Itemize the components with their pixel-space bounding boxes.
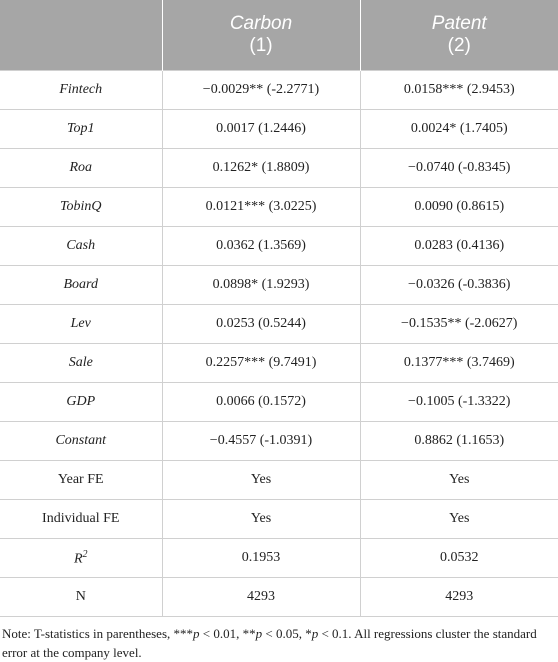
- table-note: [0, 617, 558, 662]
- cell-carbon: 0.1262* (1.8809): [162, 149, 360, 188]
- table-row: [0, 422, 558, 461]
- cell-patent: 0.0090 (0.8615): [360, 188, 558, 227]
- row-label: [0, 305, 162, 344]
- note-p3: p: [312, 626, 319, 641]
- cell-carbon: 0.0066 (0.1572): [162, 383, 360, 422]
- table-row: [0, 227, 558, 266]
- header-patent: [360, 0, 558, 71]
- cell-patent: −0.1535** (-2.0627): [360, 305, 558, 344]
- cell-patent: 0.0158*** (2.9453): [360, 71, 558, 110]
- cell-carbon: 0.0362 (1.3569): [162, 227, 360, 266]
- note-t2: < 0.05, *: [262, 626, 312, 641]
- table-row: [0, 461, 558, 500]
- header-carbon: [162, 0, 360, 71]
- row-label: [0, 266, 162, 305]
- cell-carbon: −0.0029** (-2.2771): [162, 71, 360, 110]
- row-label-text: Top1: [67, 121, 95, 136]
- header-patent-name: Patent: [361, 13, 558, 35]
- row-label: [0, 71, 162, 110]
- table-row: [0, 578, 558, 617]
- row-label: [0, 461, 162, 500]
- note-t3: < 0.1. All regressions cluster the standard error at the company level.: [2, 626, 537, 660]
- header-patent-num: (2): [361, 35, 558, 57]
- cell-patent: Yes: [360, 461, 558, 500]
- row-label: [0, 500, 162, 539]
- row-label-text: Cash: [66, 238, 95, 253]
- table-row: [0, 383, 558, 422]
- row-label-text: Fintech: [59, 82, 102, 97]
- row-label-text: Constant: [55, 433, 106, 448]
- row-label: [0, 344, 162, 383]
- cell-patent: 0.1377*** (3.7469): [360, 344, 558, 383]
- cell-carbon: 4293: [162, 578, 360, 617]
- cell-carbon: Yes: [162, 461, 360, 500]
- row-label-text: Year FE: [58, 472, 104, 487]
- row-label-text: Roa: [69, 160, 92, 175]
- row-label-text: TobinQ: [60, 199, 102, 214]
- row-label-superscript: 2: [83, 549, 88, 560]
- table-row: [0, 188, 558, 227]
- table-body: [0, 71, 558, 617]
- cell-carbon: 0.0898* (1.9293): [162, 266, 360, 305]
- cell-carbon: Yes: [162, 500, 360, 539]
- header-carbon-name: Carbon: [163, 13, 360, 35]
- row-label-text: Board: [64, 277, 98, 292]
- cell-patent: −0.0326 (-0.3836): [360, 266, 558, 305]
- row-label: [0, 149, 162, 188]
- note-p1: p: [193, 626, 200, 641]
- note-prefix: Note: T-statistics in parentheses, ***: [2, 626, 193, 641]
- row-label: [0, 422, 162, 461]
- table-row: [0, 500, 558, 539]
- cell-carbon: 0.2257*** (9.7491): [162, 344, 360, 383]
- row-label-text: Individual FE: [42, 511, 119, 526]
- cell-patent: −0.0740 (-0.8345): [360, 149, 558, 188]
- row-label: [0, 227, 162, 266]
- cell-carbon: 0.1953: [162, 539, 360, 578]
- table-row: [0, 71, 558, 110]
- header-carbon-num: (1): [163, 35, 360, 57]
- cell-patent: Yes: [360, 500, 558, 539]
- cell-patent: 4293: [360, 578, 558, 617]
- note-p2: p: [256, 626, 263, 641]
- table-row: [0, 344, 558, 383]
- table-row: [0, 266, 558, 305]
- cell-carbon: 0.0253 (0.5244): [162, 305, 360, 344]
- header-blank-cell: [0, 0, 162, 71]
- cell-carbon: 0.0121*** (3.0225): [162, 188, 360, 227]
- cell-patent: 0.0532: [360, 539, 558, 578]
- table-row: [0, 149, 558, 188]
- row-label-text: Lev: [71, 316, 91, 331]
- row-label: [0, 383, 162, 422]
- table-header: [0, 0, 558, 71]
- table-row: [0, 110, 558, 149]
- cell-carbon: 0.0017 (1.2446): [162, 110, 360, 149]
- cell-carbon: −0.4557 (-1.0391): [162, 422, 360, 461]
- cell-patent: 0.0024* (1.7405): [360, 110, 558, 149]
- row-label: [0, 188, 162, 227]
- row-label: [0, 110, 162, 149]
- cell-patent: 0.0283 (0.4136): [360, 227, 558, 266]
- table-row: [0, 539, 558, 578]
- cell-patent: −0.1005 (-1.3322): [360, 383, 558, 422]
- row-label-text: Sale: [69, 355, 93, 370]
- table-row: [0, 305, 558, 344]
- row-label-text: GDP: [66, 394, 95, 409]
- row-label: [0, 578, 162, 617]
- row-label: [0, 539, 162, 578]
- note-t1: < 0.01, **: [200, 626, 256, 641]
- cell-patent: 0.8862 (1.1653): [360, 422, 558, 461]
- row-label-text: R: [74, 551, 83, 566]
- row-label-text: N: [76, 589, 86, 604]
- header-row: [0, 0, 558, 71]
